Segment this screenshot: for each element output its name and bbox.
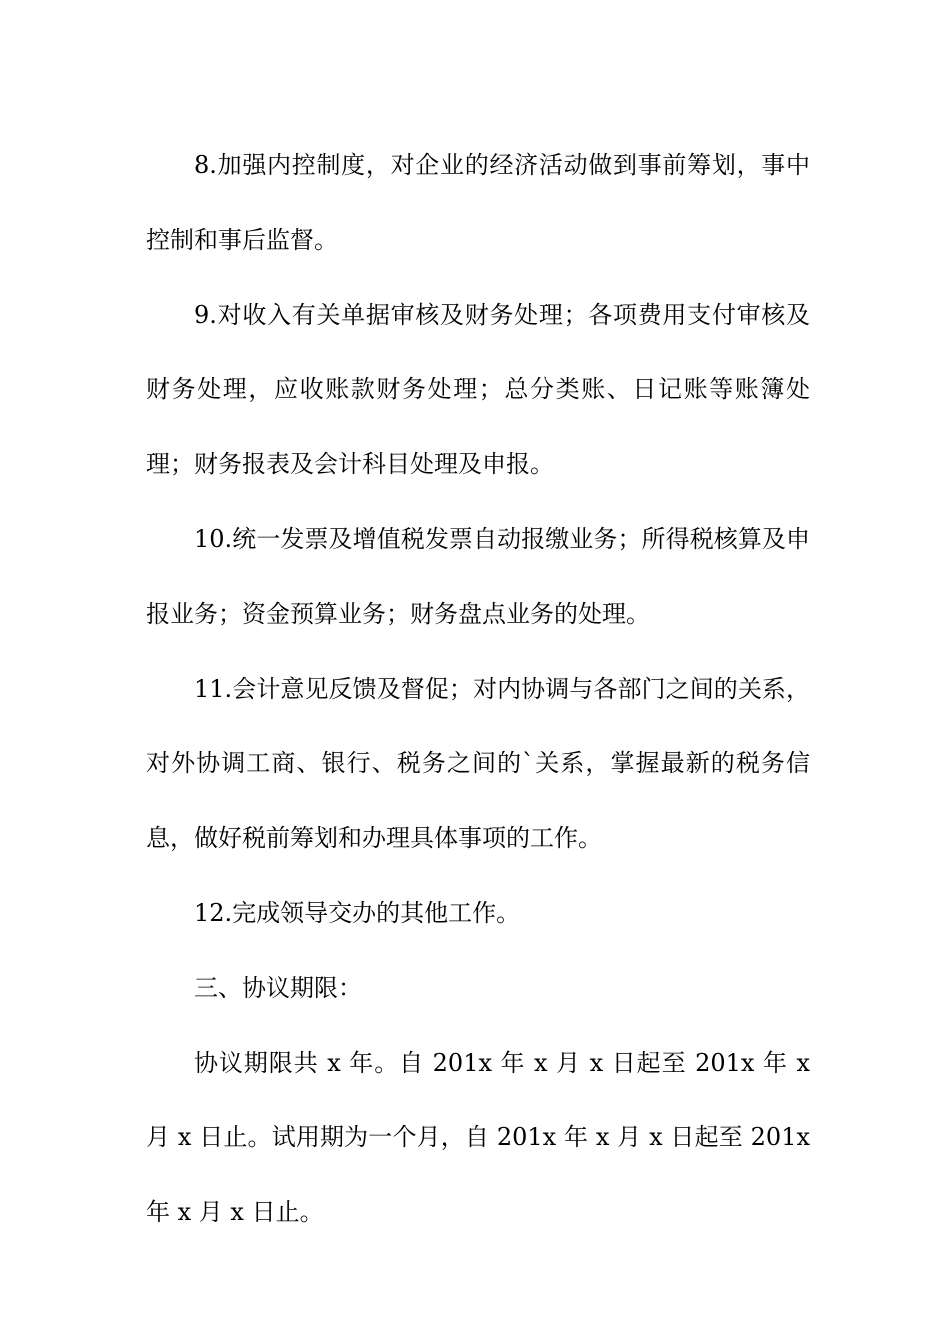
paragraph-item-12: 12.完成领导交办的其他工作。 [194, 898, 521, 927]
document-body [146, 128, 810, 1250]
paragraph-item-10: 10.统一发票及增值税发票自动报缴业务；所得税核算及申报业务；资金预算业务；财务盘点业务的处理。 [146, 524, 810, 628]
paragraph-item-11: 11.会计意见反馈及督促；对内协调与各部门之间的关系，对外协调工商、银行、税务之间的`关系，掌握最新的税务信息，做好税前筹划和办理具体事项的工作。 [146, 674, 810, 853]
paragraph-item-9: 9.对收入有关单据审核及财务处理；各项费用支付审核及财务处理，应收账款财务处理；总分类账、日记账等账簿处理；财务报表及会计科目处理及申报。 [146, 300, 810, 479]
section-heading-agreement-term: 三、协议期限： [194, 973, 362, 1002]
paragraph-agreement-term: 协议期限共 x 年。自 201x 年 x 月 x 日起至 201x 年 x 月 x 日止。试用期为一个月，自 201x 年 x 月 x 日起至 201x 年 x 月 x 日止。 [146, 1048, 810, 1227]
paragraph-item-8: 8.加强内控制度，对企业的经济活动做到事前筹划，事中控制和事后监督。 [146, 151, 810, 254]
